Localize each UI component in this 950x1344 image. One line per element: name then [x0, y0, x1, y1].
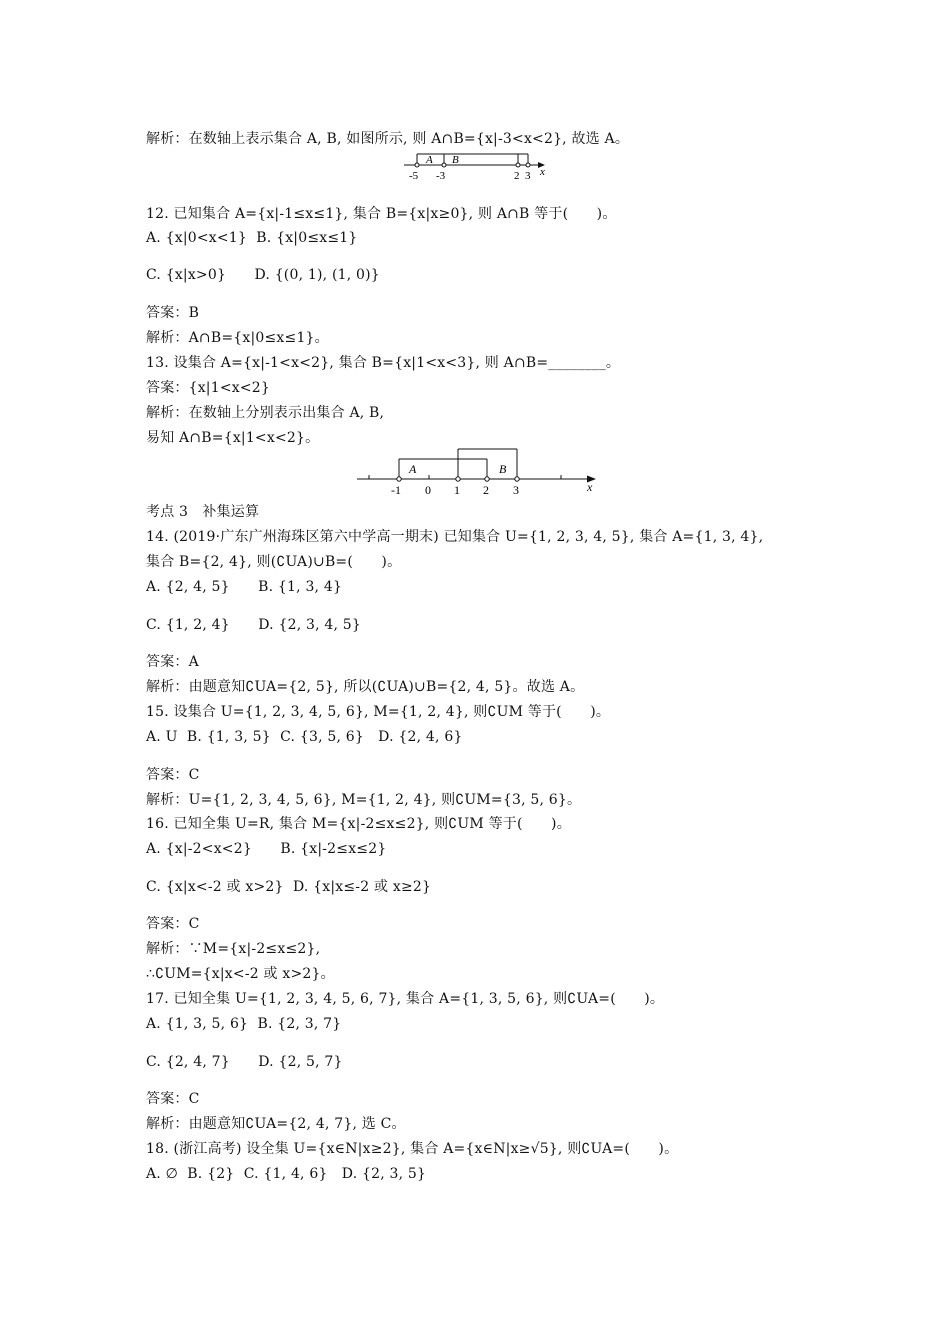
- tick-label: -1: [391, 483, 401, 497]
- question-14-cont: 集合 B={2, 4}, 则(∁UA)∪B=( )。: [146, 554, 402, 570]
- question-15: 15. 设集合 U={1, 2, 3, 4, 5, 6}, M={1, 2, 4}, 则∁UM 等于( )。: [146, 704, 611, 720]
- explanation-17: 解析：由题意知∁UA={2, 4, 7}, 选 C。: [146, 1116, 406, 1132]
- explanation-13-cont: 易知 A∩B={x|1<x<2}。: [146, 430, 320, 446]
- set-b-label: B: [499, 462, 507, 476]
- answer-14: 答案：A: [146, 654, 199, 670]
- explanation-16: 解析：∵M={x|-2≤x≤2},: [146, 941, 321, 957]
- tick-label: 1: [454, 483, 460, 497]
- options-17-ab: A. {1, 3, 5, 6} B. {2, 3, 7}: [146, 1016, 342, 1032]
- explanation-11: 解析：在数轴上表示集合 A, B, 如图所示, 则 A∩B={x|-3<x<2}, 故选 A。: [146, 131, 630, 147]
- answer-16: 答案：C: [146, 916, 200, 932]
- section-heading: 考点 3 补集运算: [146, 504, 260, 520]
- options-14-ab: A. {2, 4, 5} B. {1, 3, 4}: [146, 579, 343, 595]
- number-line-figure-1: [400, 150, 550, 182]
- options-14-cd: C. {1, 2, 4} D. {2, 3, 4, 5}: [146, 617, 362, 633]
- number-line-figure-2: [355, 447, 605, 497]
- tick-label: -3: [436, 170, 446, 182]
- explanation-16-cont: ∴∁UM={x|x<-2 或 x>2}。: [146, 966, 335, 982]
- question-12: 12. 已知集合 A={x|-1≤x≤1}, 集合 B={x|x≥0}, 则 A∩B 等于( )。: [146, 206, 617, 222]
- tick-label: -5: [409, 170, 419, 182]
- options-12-cd: C. {x|x>0} D. {(0, 1), (1, 0)}: [146, 267, 380, 283]
- question-14: 14. (2019·广东广州海珠区第六中学高一期末) 已知集合 U={1, 2, 3, 4, 5}, 集合 A={1, 3, 4},: [146, 529, 764, 545]
- question-17: 17. 已知全集 U={1, 2, 3, 4, 5, 6, 7}, 集合 A={1, 3, 5, 6}, 则∁UA=( )。: [146, 991, 665, 1007]
- question-16: 16. 已知全集 U=R, 集合 M={x|-2≤x≤2}, 则∁UM 等于( )。: [146, 816, 571, 832]
- axis-label: x: [587, 480, 593, 494]
- explanation-12: 解析：A∩B={x|0≤x≤1}。: [146, 330, 329, 346]
- tick-label: 2: [514, 170, 520, 182]
- answer-15: 答案：C: [146, 767, 200, 783]
- set-a-label: A: [409, 462, 417, 476]
- options-16-cd: C. {x|x<-2 或 x>2} D. {x|x≤-2 或 x≥2}: [146, 879, 432, 895]
- answer-13: 答案：{x|1<x<2}: [146, 380, 270, 396]
- set-b-label: B: [452, 154, 459, 166]
- tick-label: 3: [525, 170, 531, 182]
- options-16-ab: A. {x|-2<x<2} B. {x|-2≤x≤2}: [146, 841, 387, 857]
- answer-12: 答案：B: [146, 305, 200, 321]
- explanation-15: 解析：U={1, 2, 3, 4, 5, 6}, M={1, 2, 4}, 则∁UM={3, 5, 6}。: [146, 792, 582, 808]
- options-18: A. ∅ B. {2} C. {1, 4, 6} D. {2, 3, 5}: [146, 1166, 427, 1182]
- question-13: 13. 设集合 A={x|-1<x<2}, 集合 B={x|1<x<3}, 则 A∩B=________。: [146, 355, 621, 371]
- tick-label: 3: [513, 483, 519, 497]
- explanation-13: 解析：在数轴上分别表示出集合 A, B,: [146, 405, 385, 421]
- explanation-14: 解析：由题意知∁UA={2, 5}, 所以(∁UA)∪B={2, 4, 5}。故选 A。: [146, 679, 585, 695]
- axis-label: x: [540, 166, 545, 178]
- tick-label: 0: [425, 483, 431, 497]
- answer-17: 答案：C: [146, 1091, 200, 1107]
- question-18: 18. (浙江高考) 设全集 U={x∈N|x≥2}, 集合 A={x∈N|x≥√5}, 则∁UA=( )。: [146, 1141, 679, 1157]
- options-15: A. U B. {1, 3, 5} C. {3, 5, 6} D. {2, 4, 6}: [146, 729, 463, 745]
- options-12-ab: A. {x|0<x<1} B. {x|0≤x≤1}: [146, 230, 358, 246]
- tick-label: 2: [483, 483, 489, 497]
- options-17-cd: C. {2, 4, 7} D. {2, 5, 7}: [146, 1054, 343, 1070]
- set-a-label: A: [426, 154, 433, 166]
